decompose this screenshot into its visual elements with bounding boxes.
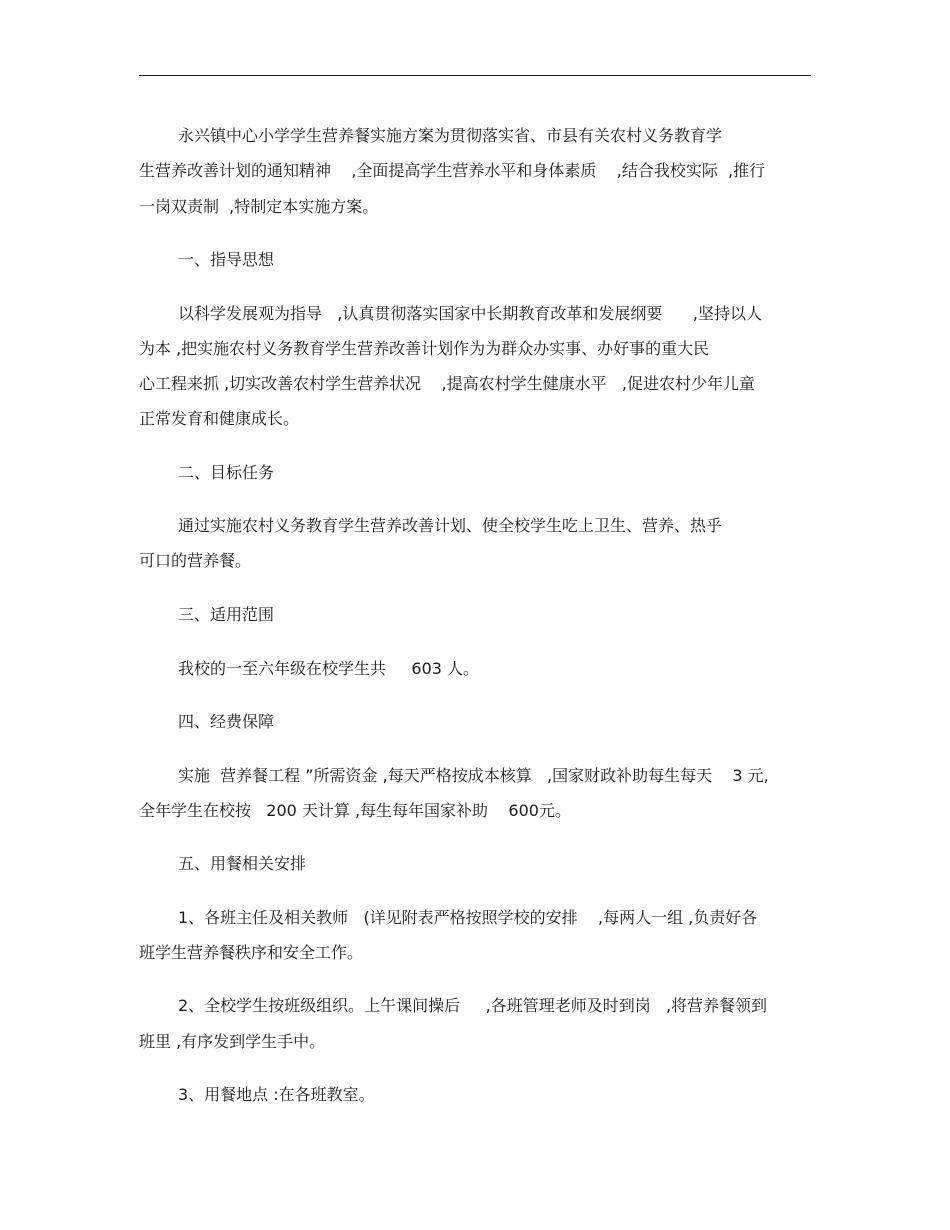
section-heading-goals: 二、目标任务 — [178, 463, 275, 482]
section1-line-2: 为本 ,把实施农村义务教育学生营养改善计划作为为群众办实事、办好事的重大民 — [139, 339, 710, 358]
section-heading-funding: 四、经费保障 — [178, 712, 275, 731]
section5-item3-line-1: 3、用餐地点 :在各班教室。 — [178, 1085, 375, 1104]
section1-line-1: 以科学发展观为指导 ,认真贯彻落实国家中长期教育改革和发展纲要 ,坚持以人 — [178, 304, 762, 323]
header-rule — [139, 75, 811, 76]
section5-item2-line-1: 2、全校学生按班级组织。上午课间操后 ,各班管理老师及时到岗 ,将营养餐领到 — [178, 996, 768, 1015]
intro-line-1: 永兴镇中心小学学生营养餐实施方案为贯彻落实省、市县有关农村义务教育学 — [178, 126, 723, 145]
section-heading-scope: 三、适用范围 — [178, 605, 275, 624]
section4-line-1: 实施 营养餐工程 ”所需资金 ,每天严格按成本核算 ,国家财政补助每生每天 3 元, — [178, 766, 769, 785]
section5-item1-line-2: 班学生营养餐秩序和安全工作。 — [139, 943, 364, 962]
section2-line-2: 可口的营养餐。 — [139, 551, 252, 570]
section5-item2-line-2: 班里 ,有序发到学生手中。 — [139, 1032, 326, 1051]
section1-line-4: 正常发育和健康成长。 — [139, 409, 300, 428]
section3-line-1: 我校的一至六年级在校学生共 603 人。 — [178, 659, 480, 678]
section-heading-guiding-ideology: 一、指导思想 — [178, 250, 275, 269]
section-heading-meal-arrangements: 五、用餐相关安排 — [178, 854, 307, 873]
section1-line-3: 心工程来抓 ,切实改善农村学生营养状况 ,提高农村学生健康水平 ,促进农村少年儿童 — [139, 374, 755, 393]
section2-line-1: 通过实施农村义务教育学生营养改善计划、使全校学生吃上卫生、营养、热乎 — [178, 516, 723, 535]
section5-item1-line-1: 1、各班主任及相关教师 (详见附表严格按照学校的安排 ,每两人一组 ,负责好各 — [178, 908, 758, 927]
intro-line-2: 生营养改善计划的通知精神 ,全面提高学生营养水平和身体素质 ,结合我校实际 ,推行 — [139, 161, 766, 180]
section4-line-2: 全年学生在校按 200 天计算 ,每生每年国家补助 600元。 — [139, 801, 571, 820]
intro-line-3: 一岗双责制 ,特制定本实施方案。 — [139, 197, 379, 216]
